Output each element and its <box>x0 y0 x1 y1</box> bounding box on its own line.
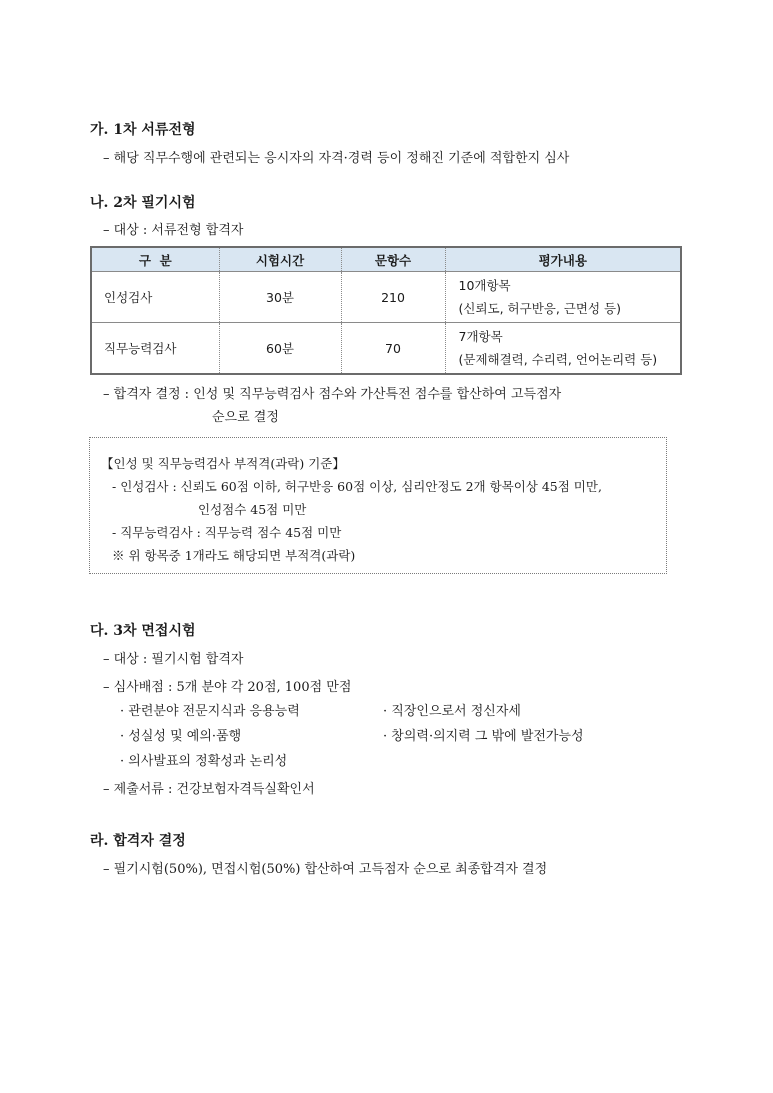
criteria-item: · 창의력·의지력 그 밖에 발전가능성 <box>383 729 584 744</box>
table-row <box>91 323 681 375</box>
row-name: 인성검사 <box>91 272 219 323</box>
table-row <box>91 272 681 323</box>
section-d-title: 라. 합격자 결정 <box>90 833 186 849</box>
header-time: 시험시간 <box>219 247 341 272</box>
box-note: ※ 위 항목중 1개라도 해당되면 부적격(과락) <box>112 548 356 563</box>
row-content <box>445 272 681 323</box>
header-content: 평가내용 <box>445 247 681 272</box>
box-item1-line2: 인성점수 45점 미만 <box>198 502 307 517</box>
section-c-target: – 대상 : 필기시험 합격자 <box>103 652 244 667</box>
criteria-item: · 의사발표의 정확성과 논리성 <box>120 754 288 769</box>
row-content <box>445 323 681 375</box>
row-content-line2: (신뢰도, 허구반응, 근면성 등) <box>458 301 621 316</box>
box-item2: - 직무능력검사 : 직무능력 점수 45점 미만 <box>112 525 342 540</box>
criteria-item: · 성실성 및 예의·품행 <box>120 729 242 744</box>
section-b-decision-line1: – 합격자 결정 : 인성 및 직무능력검사 점수와 가산특전 점수를 합산하여 고득점자 <box>103 387 562 402</box>
row-count: 210 <box>341 272 445 323</box>
section-b-target: – 대상 : 서류전형 합격자 <box>103 223 244 238</box>
table-header-row <box>91 247 681 272</box>
section-c-scoring: – 심사배점 : 5개 분야 각 20점, 100점 만점 <box>103 680 352 695</box>
row-time: 30분 <box>219 272 341 323</box>
written-exam-table <box>90 246 682 375</box>
disqualification-box <box>89 437 667 574</box>
row-count: 70 <box>341 323 445 375</box>
section-a-line: – 해당 직무수행에 관련되는 응시자의 자격·경력 등이 정해진 기준에 적합한지 심사 <box>103 151 570 166</box>
row-time: 60분 <box>219 323 341 375</box>
header-category: 구 분 <box>91 247 219 272</box>
row-name: 직무능력검사 <box>91 323 219 375</box>
section-b-title: 나. 2차 필기시험 <box>90 195 196 211</box>
section-b-decision-line2: 순으로 결정 <box>212 410 279 425</box>
criteria-item: · 관련분야 전문지식과 응용능력 <box>120 704 300 719</box>
row-content-line1: 10개항목 <box>458 278 511 293</box>
section-c-documents: – 제출서류 : 건강보험자격득실확인서 <box>103 782 315 797</box>
section-a-title: 가. 1차 서류전형 <box>90 122 196 138</box>
criteria-item: · 직장인으로서 정신자세 <box>383 704 521 719</box>
section-d-line: – 필기시험(50%), 면접시험(50%) 합산하여 고득점자 순으로 최종합격자 결정 <box>103 862 548 877</box>
box-title: 【인성 및 직무능력검사 부적격(과락) 기준】 <box>101 456 345 471</box>
row-content-line1: 7개항목 <box>458 329 503 344</box>
box-item1-line1: - 인성검사 : 신뢰도 60점 이하, 허구반응 60점 이상, 심리안정도 2개 항목이상 45점 미만, <box>112 479 602 494</box>
section-c-title: 다. 3차 면접시험 <box>90 623 196 639</box>
header-count: 문항수 <box>341 247 445 272</box>
row-content-line2: (문제해결력, 수리력, 언어논리력 등) <box>458 352 658 367</box>
